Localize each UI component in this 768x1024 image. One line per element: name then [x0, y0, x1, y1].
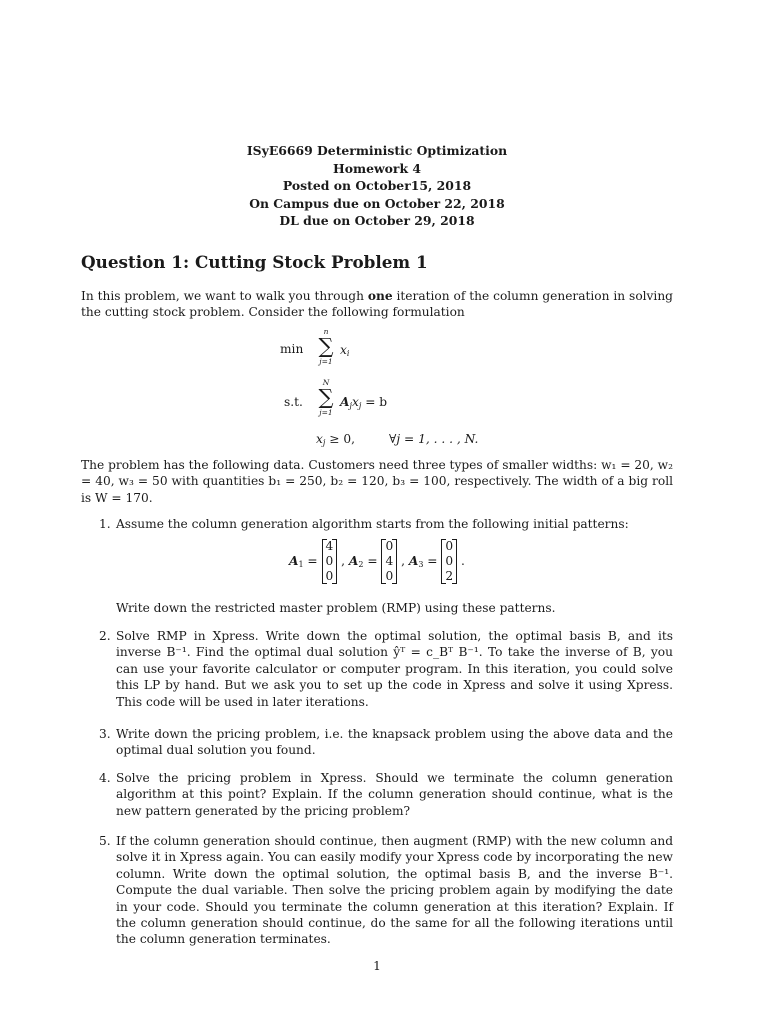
document-header: [0, 142, 754, 230]
posted-date: Posted on October15, 2018: [282, 178, 472, 194]
page-number: 1: [373, 959, 381, 973]
intro-text-bold: one: [367, 289, 393, 303]
list-item-1: [99, 516, 673, 532]
sum-symbol-1: ∑: [318, 334, 334, 358]
dl-due-date: DL due on October 29, 2018: [279, 213, 475, 229]
list-item-number: 5.: [99, 834, 111, 848]
course-title: ISyE6669 Deterministic Optimization: [246, 143, 508, 158]
pattern-a2-matrix: 0 4 0: [381, 539, 397, 584]
intro-text-pre: In this problem, we want to walk you through: [81, 289, 368, 303]
question-title: Question 1: Cutting Stock Problem 1: [81, 252, 428, 272]
list-item-4: [99, 770, 673, 819]
st-label: s.t.: [284, 395, 303, 409]
objective-term: $x_i$: [340, 343, 350, 358]
campus-due-date: On Campus due on October 22, 2018: [249, 195, 505, 211]
intro-paragraph: [81, 288, 673, 321]
pattern-a2-label: A: [348, 554, 359, 568]
sum-symbol-2: ∑: [318, 385, 334, 409]
constraint-expression: $A_jx_j = b$: [340, 395, 388, 410]
pattern-a3-label: A: [408, 554, 419, 568]
homework-number: Homework 4: [333, 160, 421, 176]
pattern-a1-label: A: [289, 554, 299, 568]
list-item-3: [99, 726, 673, 759]
list-item-text: Write down the pricing problem, i.e. the knapsack problem using the above data and the optimal dual solution you found.: [116, 727, 673, 758]
min-label: min: [280, 342, 304, 356]
list-item-number: 4.: [99, 771, 111, 785]
list-item-text: Assume the column generation algorithm starts from the following initial patterns:: [116, 517, 629, 531]
list-item-number: 3.: [99, 727, 111, 741]
intro-text-post: iteration of the column generation in solving the cutting stock problem. Consider the following formulation: [81, 289, 673, 320]
nonnegativity-constraint: $x_j \ge 0$,: [316, 432, 355, 447]
sum-lower-limit-2: j=1: [319, 408, 333, 417]
list-item-number: 2.: [99, 629, 111, 643]
initial-patterns: $A_1$ = 4 0 0 , $A_2$ = 0 4 0 , $A_3$ = 0 0 2 .: [289, 539, 465, 583]
pattern-a1-matrix: 4 0 0: [322, 539, 338, 584]
list-item-text: Solve RMP in Xpress. Write down the optimal solution, the optimal basis B, and its inverse B⁻¹. Find the optimal dual solution ŷᵀ = c_Bᵀ B⁻¹. To take the inverse of B, you can use your favorite calculator or computer program. In this iteration, you could solve this LP by hand. But we ask you to set up the code in Xpress and solve it using Xpress. This code will be used in later iterations.: [116, 629, 673, 709]
list-item-text: If the column generation should continue, then augment (RMP) with the new column and solve it in Xpress again. You can easily modify your Xpress code by incorporating the new column. Write down the optimal solution, the optimal basis B, and the inverse B⁻¹. Compute the dual variable. Then solve the pricing problem again by modifying the date in your code. Should you terminate the column generation at this iteration? Explain. If the column generation should continue, do the same for all the following iterations until the column generation terminates.: [116, 834, 673, 947]
list-item-1-followup: Write down the restricted master problem (RMP) using these patterns.: [116, 601, 556, 615]
list-item-text: Solve the pricing problem in Xpress. Should we terminate the column generation algorithm at this point? Explain. If the column generation should continue, what is the new pattern generated by the pricing problem?: [116, 771, 673, 818]
list-item-5: [99, 833, 673, 948]
sum-lower-limit-1: j=1: [319, 357, 333, 366]
list-item-2: [99, 628, 673, 710]
pattern-a3-matrix: 0 0 2: [441, 539, 457, 584]
data-paragraph: The problem has the following data. Customers need three types of smaller widths: w₁ = 20, w₂ = 40, w₃ = 50 with quantities b₁ = 250, b₂ = 120, b₃ = 100, respectively. The width of a big roll is W = 170.: [81, 458, 673, 505]
sum-upper-limit-1: n: [323, 327, 329, 336]
list-item-number: 1.: [99, 517, 111, 531]
forall-range: ∀j = 1, . . . , N.: [389, 432, 479, 446]
sum-upper-limit-2: N: [322, 378, 330, 387]
